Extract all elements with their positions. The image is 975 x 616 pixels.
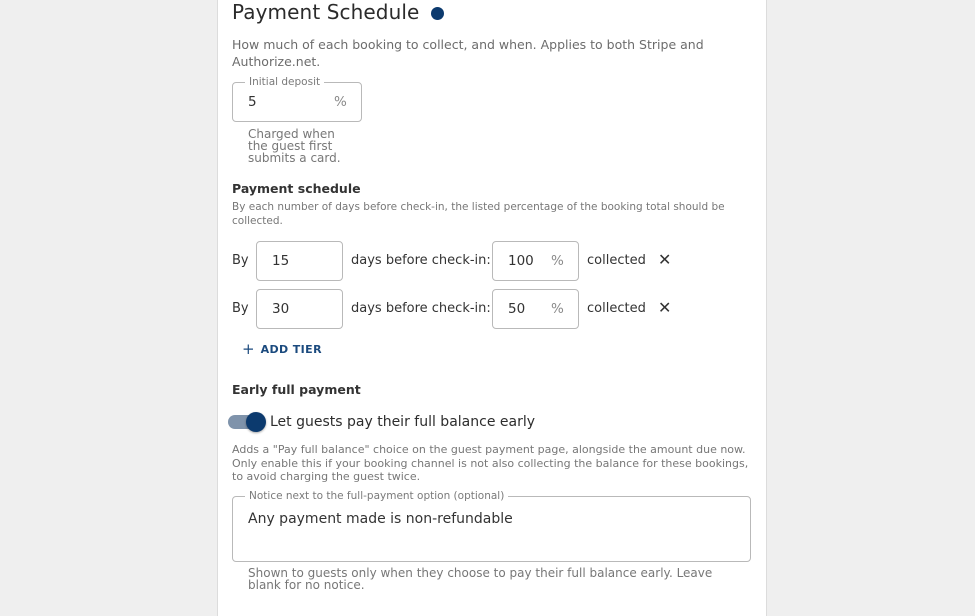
- section-title: Payment Schedule: [232, 0, 420, 24]
- tier-days-value[interactable]: 15: [272, 253, 290, 269]
- initial-deposit-field[interactable]: [232, 76, 362, 122]
- add-tier-button[interactable]: [242, 342, 322, 357]
- remove-tier-close-icon[interactable]: ✕: [658, 250, 672, 269]
- percent-suffix: %: [551, 301, 564, 317]
- section-description: How much of each booking to collect, and when. Applies to both Stripe and Authorize.net.: [232, 37, 704, 69]
- status-dot-icon: [431, 7, 444, 20]
- tier-percent-value[interactable]: 50: [508, 301, 526, 317]
- early-payment-toggle-label[interactable]: Let guests pay their full balance early: [270, 414, 536, 430]
- notice-textarea[interactable]: [232, 490, 751, 562]
- payment-schedule-heading: Payment schedule: [232, 181, 361, 196]
- notice-helper: Shown to guests only when they choose to pay their full balance early. Leave blank for no notice.: [248, 566, 713, 592]
- initial-deposit-helper: Charged when the guest first submits a card.: [248, 127, 341, 165]
- early-payment-toggle[interactable]: [228, 409, 270, 435]
- notice-value[interactable]: Any payment made is non-refundable: [248, 511, 513, 527]
- tier-mid-text: days before check-in:: [351, 301, 491, 316]
- early-payment-heading: Early full payment: [232, 382, 361, 397]
- tier-mid-text: days before check-in:: [351, 253, 491, 268]
- initial-deposit-label: Initial deposit: [245, 75, 324, 89]
- tier-prefix: By: [232, 301, 249, 316]
- percent-suffix: %: [334, 94, 347, 110]
- initial-deposit-value[interactable]: 5: [248, 94, 257, 110]
- settings-card: [217, 0, 767, 616]
- tier-days-input[interactable]: [256, 241, 343, 281]
- early-payment-description: Adds a "Pay full balance" choice on the guest payment page, alongside the amount due now. Only enable this if your booking channel is not also collecting the balance for these bookings, to avoid charging the guest twice.: [232, 443, 749, 483]
- tier-suffix-text: collected: [587, 253, 646, 268]
- tier-percent-input[interactable]: [492, 241, 579, 281]
- toggle-thumb: [246, 412, 266, 432]
- tier-percent-input[interactable]: [492, 289, 579, 329]
- percent-suffix: %: [551, 253, 564, 269]
- tier-days-value[interactable]: 30: [272, 301, 290, 317]
- tier-suffix-text: collected: [587, 301, 646, 316]
- tier-days-input[interactable]: [256, 289, 343, 329]
- payment-schedule-description: By each number of days before check-in, the listed percentage of the booking total should be collected.: [232, 201, 725, 227]
- remove-tier-close-icon[interactable]: ✕: [658, 298, 672, 317]
- add-tier-label: ADD TIER: [260, 343, 322, 356]
- notice-label: Notice next to the full-payment option (optional): [245, 489, 508, 503]
- plus-icon: +: [242, 340, 255, 358]
- tier-percent-value[interactable]: 100: [508, 253, 534, 269]
- tier-prefix: By: [232, 253, 249, 268]
